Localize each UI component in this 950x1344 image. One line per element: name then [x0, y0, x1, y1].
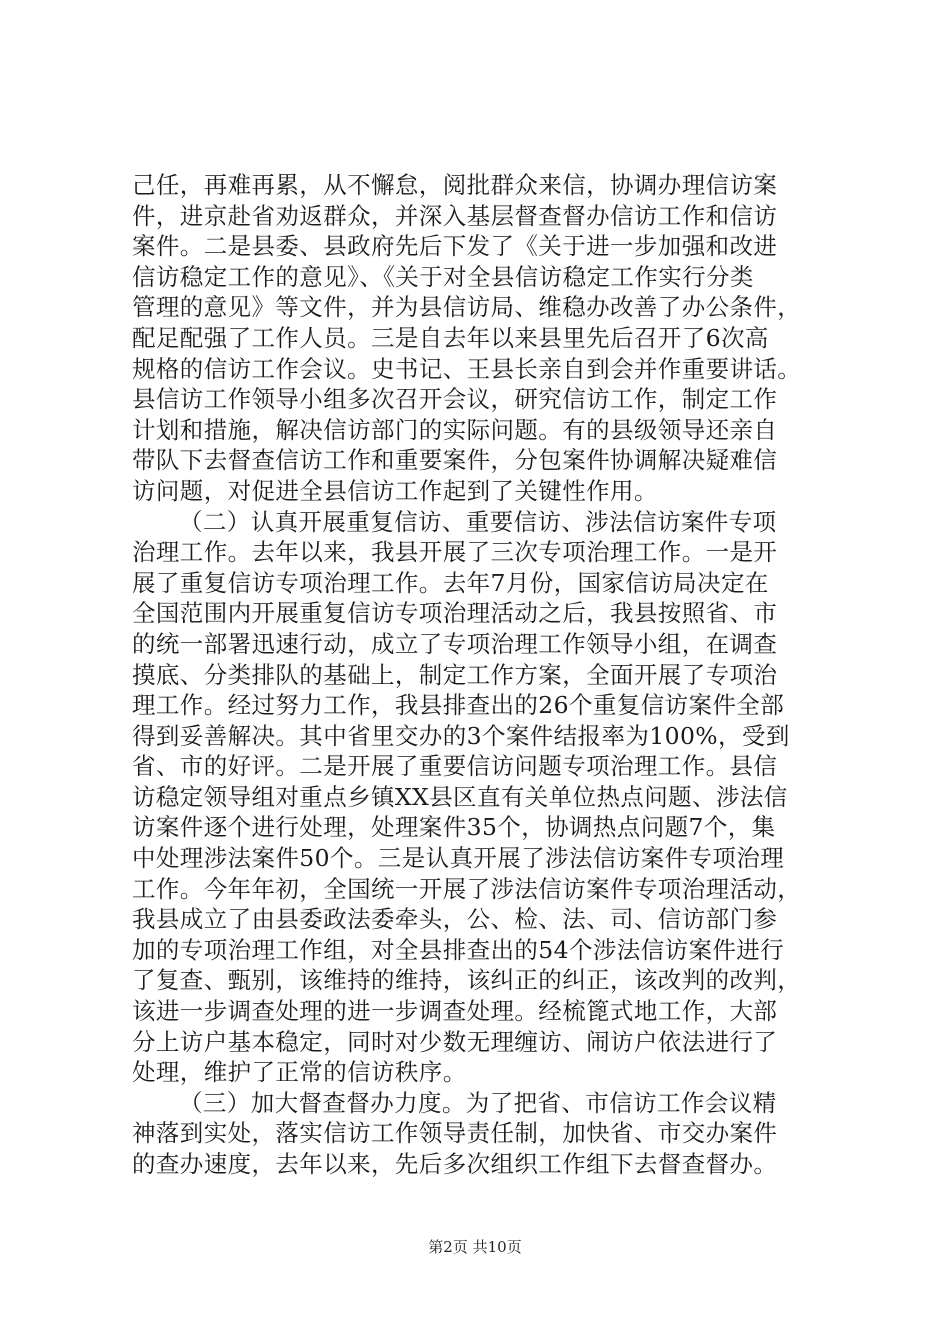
text-line: 信访稳定工作的意见》、《关于对全县信访稳定工作实行分类: [132, 262, 754, 291]
text-line: 访案件逐个进行处理，处理案件35个，协调热点问题7个，集: [132, 813, 776, 842]
text-line: 加的专项治理工作组，对全县排查出的54个涉法信访案件进行: [132, 935, 785, 964]
text-line: 全国范围内开展重复信访专项治理活动之后，我县按照省、市: [132, 599, 778, 628]
text-line: 分上访户基本稳定，同时对少数无理缠访、闹访户依法进行了: [132, 1027, 778, 1056]
text-line: 县信访工作领导小组多次召开会议，研究信访工作，制定工作: [132, 385, 778, 414]
text-line: 神落到实处，落实信访工作领导责任制，加快省、市交办案件: [132, 1119, 778, 1148]
text-line: 处理，维护了正常的信访秩序。: [132, 1058, 467, 1087]
text-line: 展了重复信访专项治理工作。去年7月份，国家信访局决定在: [132, 568, 769, 597]
text-line: 治理工作。去年以来，我县开展了三次专项治理工作。一是开: [132, 538, 778, 567]
paragraph-start-line: （三）加大督查督办力度。为了把省、市信访工作会议精: [179, 1088, 777, 1117]
text-line: 计划和措施，解决信访部门的实际问题。有的县级领导还亲自: [132, 415, 778, 444]
text-line: 中处理涉法案件50个。三是认真开展了涉法信访案件专项治理: [132, 844, 785, 873]
text-line: 带队下去督查信访工作和重要案件，分包案件协调解决疑难信: [132, 446, 778, 475]
text-line: 理工作。经过努力工作，我县排查出的26个重复信访案件全部: [132, 691, 785, 720]
text-line: 得到妥善解决。其中省里交办的3个案件结报率为100%，受到: [132, 721, 790, 750]
text-line: 规格的信访工作会议。史书记、王县长亲自到会并作重要讲话。: [132, 354, 802, 383]
text-line: 管理的意见》等文件，并为县信访局、维稳办改善了办公条件，: [132, 293, 802, 322]
text-line: 工作。今年年初，全国统一开展了涉法信访案件专项治理活动，: [132, 874, 802, 903]
text-line: 了复查、甄别，该维持的维持，该纠正的纠正，该改判的改判，: [132, 966, 802, 995]
page-number-footer: 第2页 共10页: [428, 1238, 522, 1256]
paragraph-start-line: （二）认真开展重复信访、重要信访、涉法信访案件专项: [179, 507, 777, 536]
text-line: 摸底、分类排队的基础上，制定工作方案，全面开展了专项治: [132, 660, 778, 689]
text-line: 己任，再难再累，从不懈怠，阅批群众来信，协调办理信访案: [132, 171, 778, 199]
text-line: 省、市的好评。二是开展了重要信访问题专项治理工作。县信: [132, 752, 778, 781]
text-line: 该进一步调查处理的进一步调查处理。经梳篦式地工作，大部: [132, 997, 778, 1026]
text-line: 案件。二是县委、县政府先后下发了《关于进一步加强和改进: [132, 232, 778, 261]
text-line: 件，进京赴省劝返群众，并深入基层督查督办信访工作和信访: [132, 201, 778, 230]
text-line: 配足配强了工作人员。三是自去年以来县里先后召开了6次高: [132, 323, 769, 352]
text-line: 的查办速度，去年以来，先后多次组织工作组下去督查督办。: [132, 1150, 778, 1178]
document-body: [132, 170, 832, 1180]
text-line: 我县成立了由县委政法委牵头，公、检、法、司、信访部门参: [132, 905, 778, 934]
text-line: 访问题，对促进全县信访工作起到了关键性作用。: [132, 476, 658, 505]
text-line: 的统一部署迅速行动，成立了专项治理工作领导小组，在调查: [132, 629, 778, 658]
text-line: 访稳定领导组对重点乡镇XX县区直有关单位热点问题、涉法信: [132, 782, 788, 811]
